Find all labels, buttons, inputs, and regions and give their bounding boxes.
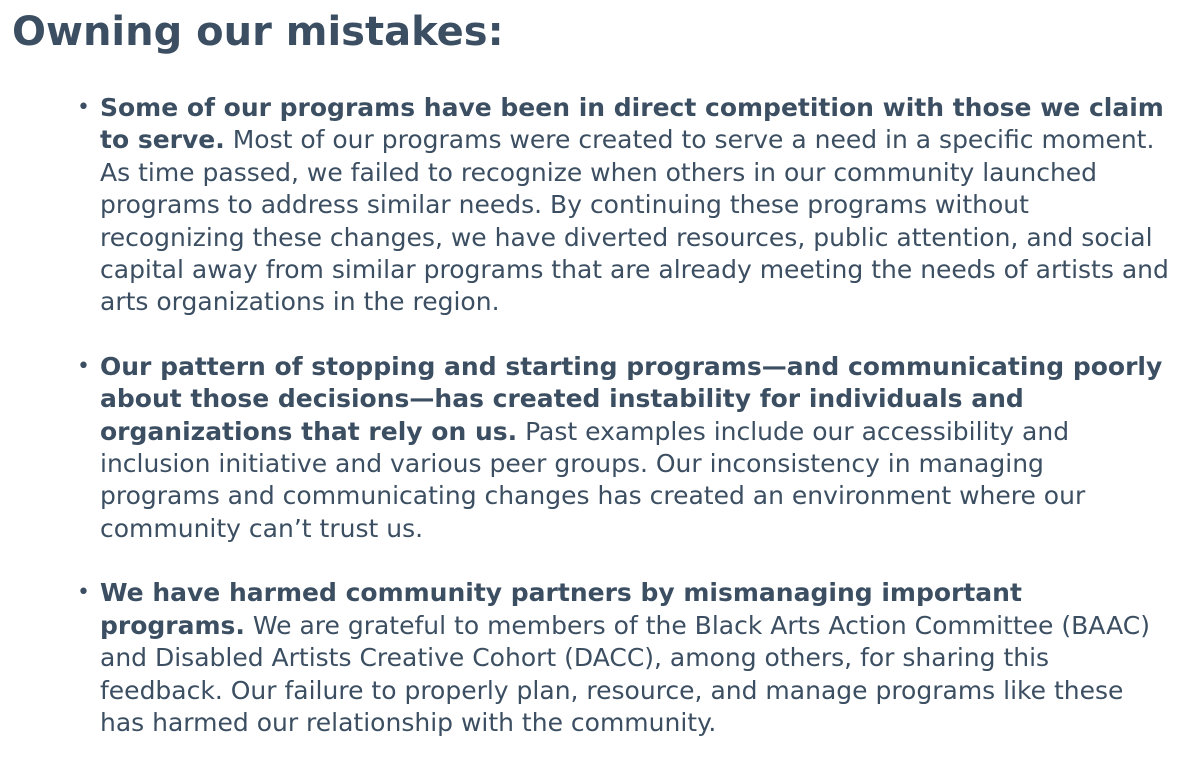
list-item-competition [0,92,1170,319]
bullet-icon: • [77,353,90,379]
page-heading: Owning our mistakes: [12,9,504,55]
item-body-text: We are grateful to members of the Black Arts Action Committee (BAAC) and Disabled Artists Creative Cohort (DACC), among others, for sharing this feedback. Our failure to properly plan, resource, and manage programs like these has harmed our relationship with the community. [100,610,1150,737]
item-body-text: Most of our programs were created to serve a need in a specific moment. As time passed, we failed to recognize when others in our community launched programs to address similar needs. By continuing these programs without recognizing these changes, we have diverted resources, public attention, and social capital away from similar programs that are already meeting the needs of artists and arts organizations in the region. [100,125,1169,317]
bullet-icon: • [77,580,90,606]
item-lead-text: Some of our programs have been in direct competition with those we claim to serve. [100,93,1164,155]
item-body-text: Past examples include our accessibility and inclusion initiative and various peer groups. Our inconsistency in managing programs and communicating changes has created an environment where our community can’t trust us. [100,416,1086,543]
item-lead-text: Our pattern of stopping and starting programs—and communicating poorly about those decisions—has created instability for individuals and organizations that rely on us. [100,351,1163,446]
list-item-partners [0,577,1170,739]
item-lead-text: We have harmed community partners by mismanaging important programs. [100,578,1022,640]
mistakes-list [0,92,1200,771]
bullet-icon: • [77,95,90,120]
list-item-instability [0,351,1170,545]
